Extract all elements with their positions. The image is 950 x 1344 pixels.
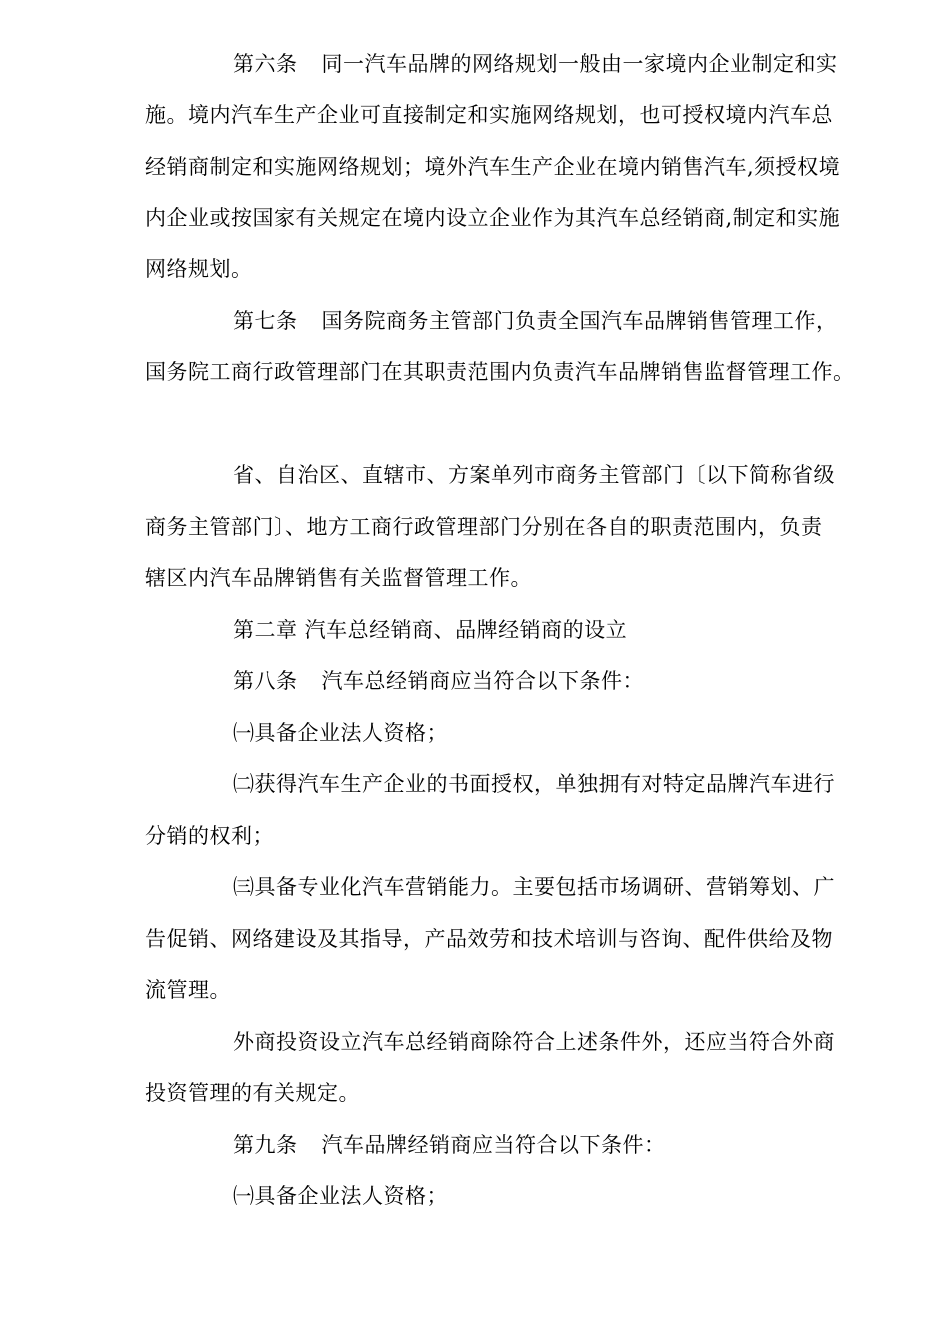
- article-9-item-1: ㈠具备企业法人资格；: [233, 1184, 448, 1208]
- article-label: 第九条: [233, 1133, 298, 1157]
- article-6-line-4: 内企业或按国家有关规定在境内设立企业作为其汽车总经销商,制定和实施: [145, 206, 841, 230]
- article-7-line-1: [233, 308, 838, 334]
- article-8-foreign-line-1: 外商投资设立汽车总经销商除符合上述条件外，还应当符合外商: [233, 1030, 835, 1054]
- article-7-line-2: 国务院工商行政管理部门在其职责范围内负责汽车品牌销售监督管理工作。: [145, 360, 855, 384]
- article-8-line-1: [233, 668, 644, 694]
- article-label: 第六条: [233, 52, 298, 76]
- line-text: 同一汽车品牌的网络规划一般由一家境内企业制定和实: [321, 52, 838, 76]
- article-8-item-1: ㈠具备企业法人资格；: [233, 721, 448, 745]
- paragraph-provincial-line-3: 辖区内汽车品牌销售有关监督管理工作。: [145, 566, 532, 590]
- article-8-item-3-line-1: ㈢具备专业化汽车营销能力。主要包括市场调研、营销筹划、广: [233, 875, 835, 899]
- article-label: 第八条: [233, 669, 298, 693]
- article-6-line-5: 网络规划。: [145, 257, 253, 281]
- line-text: 汽车总经销商应当符合以下条件：: [321, 669, 644, 693]
- article-9-line-1: [233, 1132, 666, 1158]
- article-8-item-3-line-3: 流管理。: [145, 978, 231, 1002]
- paragraph-provincial-line-2: 商务主管部门〕、地方工商行政管理部门分别在各自的职责范围内，负责: [145, 515, 823, 539]
- article-6-line-3: 经销商制定和实施网络规划；境外汽车生产企业在境内销售汽车,须授权境: [145, 155, 841, 179]
- article-8-foreign-line-2: 投资管理的有关规定。: [145, 1081, 360, 1105]
- chapter-2-heading: 第二章 汽车总经销商、品牌经销商的设立: [233, 618, 628, 642]
- paragraph-provincial-line-1: 省、自治区、直辖市、方案单列市商务主管部门〔以下简称省级: [233, 463, 835, 487]
- line-text: 国务院商务主管部门负责全国汽车品牌销售管理工作，: [321, 309, 838, 333]
- line-text: 汽车品牌经销商应当符合以下条件：: [321, 1133, 666, 1157]
- article-6-line-2: 施。境内汽车生产企业可直接制定和实施网络规划，也可授权境内汽车总: [145, 103, 833, 127]
- article-label: 第七条: [233, 309, 298, 333]
- article-8-item-2-line-1: ㈡获得汽车生产企业的书面授权，单独拥有对特定品牌汽车进行: [233, 772, 835, 796]
- article-6-line-1: [233, 51, 838, 77]
- article-8-item-2-line-2: 分销的权利；: [145, 824, 274, 848]
- article-8-item-3-line-2: 告促销、网络建设及其指导，产品效劳和技术培训与咨询、配件供给及物: [145, 927, 833, 951]
